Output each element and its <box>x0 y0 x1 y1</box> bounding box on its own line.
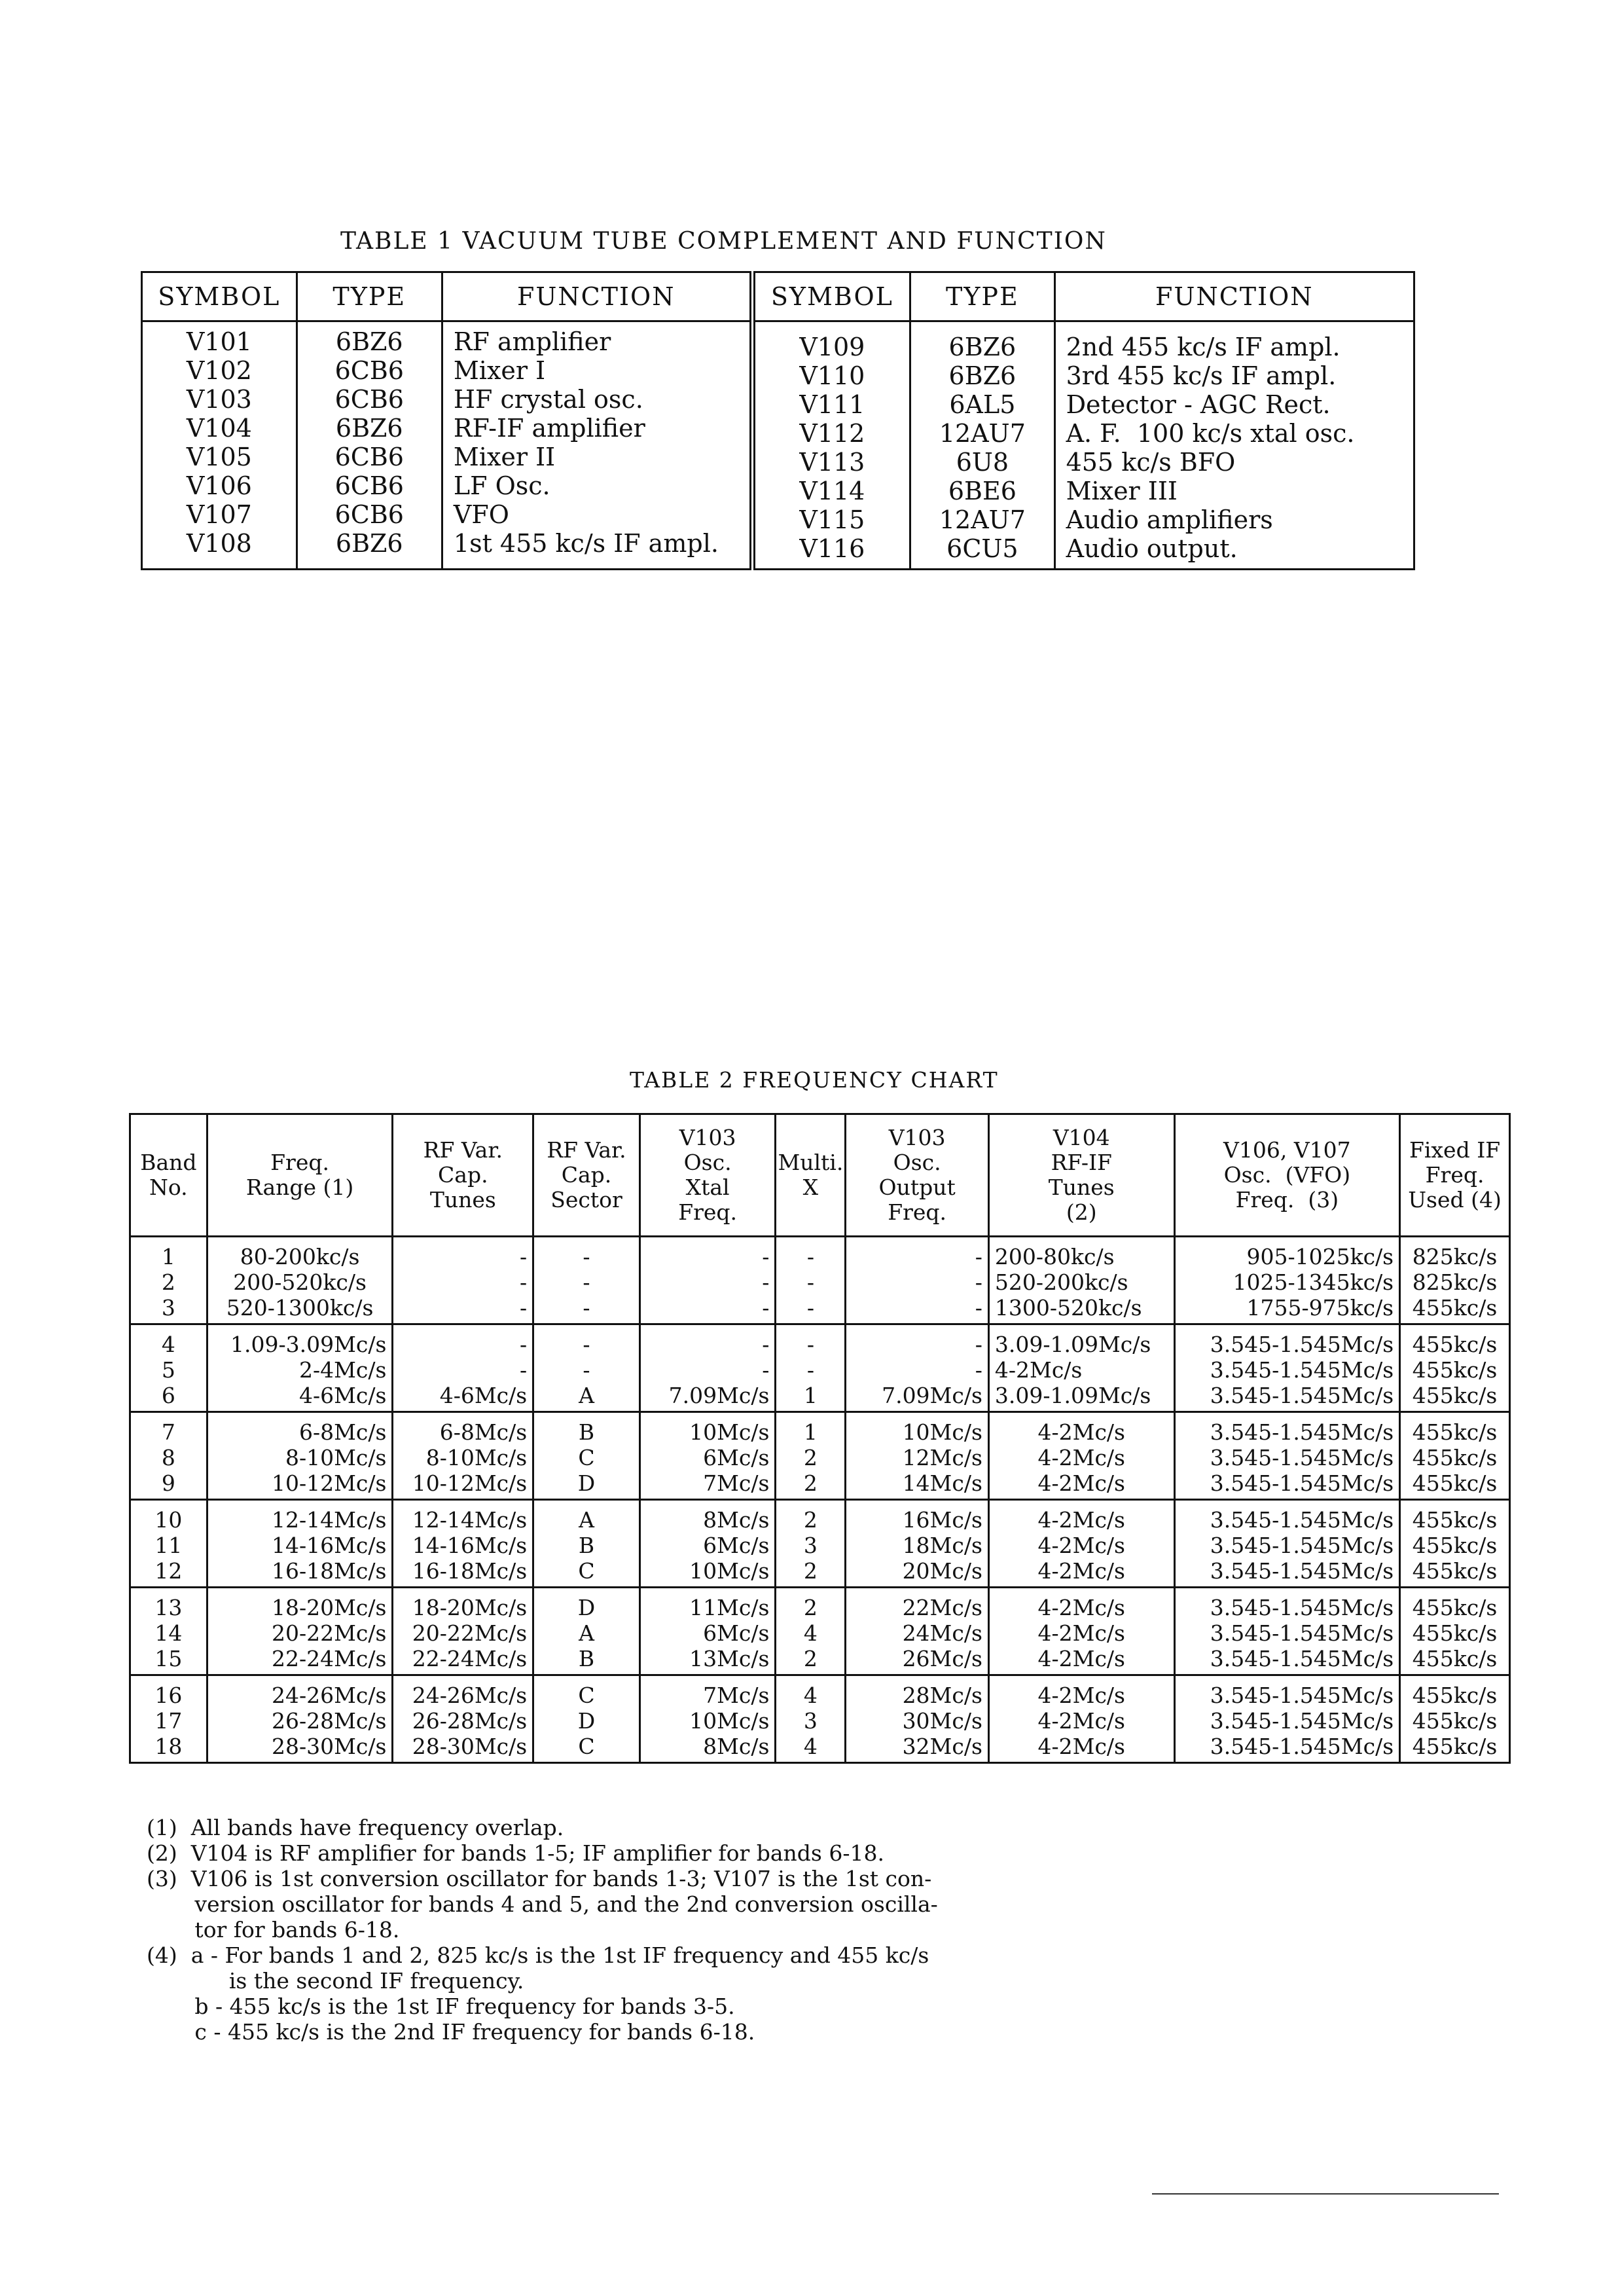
table-cell: - - A <box>533 1324 640 1412</box>
header-cell: Freq. Range (1) <box>207 1114 393 1237</box>
header-cell: V106, V107 Osc. (VFO) Freq. (3) <box>1174 1114 1400 1237</box>
table-cell: 3.09-1.09Mc/s 4-2Mc/s 3.09-1.09Mc/s <box>988 1324 1174 1412</box>
table1-header-row <box>142 272 1414 321</box>
table-cell: 4-2Mc/s 4-2Mc/s 4-2Mc/s <box>988 1588 1174 1675</box>
table-cell: - - 1 <box>776 1324 846 1412</box>
table-cell: 3.545-1.545Mc/s 3.545-1.545Mc/s 3.545-1.545Mc/s <box>1174 1500 1400 1588</box>
table-cell: 455kc/s 455kc/s 455kc/s <box>1400 1588 1510 1675</box>
page-rule <box>1152 2193 1499 2195</box>
header-type: TYPE <box>910 272 1054 321</box>
table-cell: - - 7.09Mc/s <box>846 1324 989 1412</box>
table-cell: A B C <box>533 1500 640 1588</box>
table-cell: 455kc/s 455kc/s 455kc/s <box>1400 1324 1510 1412</box>
band-group-row <box>130 1588 1510 1675</box>
table-cell: 1 2 3 <box>130 1237 207 1324</box>
table-cell: 2 3 2 <box>776 1500 846 1588</box>
table-cell: - - - <box>639 1237 776 1324</box>
symbol-column: V101 V102 V103 V104 V105 V106 V107 V108 <box>142 321 297 570</box>
table-cell: 12-14Mc/s 14-16Mc/s 16-18Mc/s <box>393 1500 533 1588</box>
table-cell: 12-14Mc/s 14-16Mc/s 16-18Mc/s <box>207 1500 393 1588</box>
table-cell: 2 4 2 <box>776 1588 846 1675</box>
header-function: FUNCTION <box>442 272 752 321</box>
type-column: 6BZ6 6CB6 6CB6 6BZ6 6CB6 6CB6 6CB6 6BZ6 <box>297 321 442 570</box>
table-cell: 24-26Mc/s 26-28Mc/s 28-30Mc/s <box>207 1675 393 1763</box>
table-cell: 11Mc/s 6Mc/s 13Mc/s <box>639 1588 776 1675</box>
table-cell: 80-200kc/s 200-520kc/s 520-1300kc/s <box>207 1237 393 1324</box>
table-cell: 4 5 6 <box>130 1324 207 1412</box>
table-cell: 16Mc/s 18Mc/s 20Mc/s <box>846 1500 989 1588</box>
frequency-chart-table <box>129 1113 1511 1764</box>
table-cell: - - - <box>846 1237 989 1324</box>
table-cell: - - 7.09Mc/s <box>639 1324 776 1412</box>
table-cell: 455kc/s 455kc/s 455kc/s <box>1400 1500 1510 1588</box>
table2-header-row <box>130 1114 1510 1237</box>
vacuum-tube-table <box>141 271 1415 570</box>
table-cell: - - - <box>776 1237 846 1324</box>
table-cell: 1 2 2 <box>776 1412 846 1500</box>
table-cell: 3.545-1.545Mc/s 3.545-1.545Mc/s 3.545-1.545Mc/s <box>1174 1675 1400 1763</box>
table-cell: 3.545-1.545Mc/s 3.545-1.545Mc/s 3.545-1.545Mc/s <box>1174 1324 1400 1412</box>
header-symbol: SYMBOL <box>142 272 297 321</box>
header-cell: V104 RF-IF Tunes (2) <box>988 1114 1174 1237</box>
table-cell: 6-8Mc/s 8-10Mc/s 10-12Mc/s <box>393 1412 533 1500</box>
header-type: TYPE <box>297 272 442 321</box>
table1-title: TABLE 1 VACUUM TUBE COMPLEMENT AND FUNCTION <box>340 228 1107 255</box>
table-cell: 4-2Mc/s 4-2Mc/s 4-2Mc/s <box>988 1412 1174 1500</box>
table1-body-row <box>142 321 1414 570</box>
table-cell: 4-2Mc/s 4-2Mc/s 4-2Mc/s <box>988 1500 1174 1588</box>
table-cell: 6-8Mc/s 8-10Mc/s 10-12Mc/s <box>207 1412 393 1500</box>
footnotes: (1) All bands have frequency overlap. (2) V104 is RF amplifier for bands 1-5; IF amplifier for bands 6-18. (3) V106 is 1st conversion oscillator for bands 1-3; V107 is the 1st con- version oscillator for bands 4 and 5, and the 2nd conversion oscilla- tor for bands 6-18. (4) a - For bands 1 and 2, 825 kc/s is the 1st IF frequency and 455 kc/s is the second IF frequency. b - 455 kc/s is the 1st IF frequency for bands 3-5. c - 455 kc/s is the 2nd IF frequency for bands 6-18. <box>147 1815 938 2045</box>
table-cell: 16 17 18 <box>130 1675 207 1763</box>
band-group-row <box>130 1237 1510 1324</box>
table-cell: 18-20Mc/s 20-22Mc/s 22-24Mc/s <box>393 1588 533 1675</box>
header-symbol: SYMBOL <box>752 272 910 321</box>
table-cell: 10Mc/s 12Mc/s 14Mc/s <box>846 1412 989 1500</box>
table-cell: 4-2Mc/s 4-2Mc/s 4-2Mc/s <box>988 1675 1174 1763</box>
header-cell: V103 Osc. Xtal Freq. <box>639 1114 776 1237</box>
table-cell: 455kc/s 455kc/s 455kc/s <box>1400 1675 1510 1763</box>
type-column: 6BZ6 6BZ6 6AL5 12AU7 6U8 6BE6 12AU7 6CU5 <box>910 321 1054 570</box>
table-cell: - - - <box>533 1237 640 1324</box>
header-cell: Multi. X <box>776 1114 846 1237</box>
table-cell: 3.545-1.545Mc/s 3.545-1.545Mc/s 3.545-1.545Mc/s <box>1174 1412 1400 1500</box>
header-cell: Fixed IF Freq. Used (4) <box>1400 1114 1510 1237</box>
table-cell: C D C <box>533 1675 640 1763</box>
band-group-row <box>130 1675 1510 1763</box>
header-cell: RF Var. Cap. Tunes <box>393 1114 533 1237</box>
table-cell: 825kc/s 825kc/s 455kc/s <box>1400 1237 1510 1324</box>
table-cell: 4 3 4 <box>776 1675 846 1763</box>
symbol-column: V109 V110 V111 V112 V113 V114 V115 V116 <box>752 321 910 570</box>
table-cell: 7 8 9 <box>130 1412 207 1500</box>
header-cell: RF Var. Cap. Sector <box>533 1114 640 1237</box>
table-cell: 455kc/s 455kc/s 455kc/s <box>1400 1412 1510 1500</box>
table-cell: D A B <box>533 1588 640 1675</box>
header-cell: Band No. <box>130 1114 207 1237</box>
table-cell: 1.09-3.09Mc/s 2-4Mc/s 4-6Mc/s <box>207 1324 393 1412</box>
table-cell: 18-20Mc/s 20-22Mc/s 22-24Mc/s <box>207 1588 393 1675</box>
table-cell: B C D <box>533 1412 640 1500</box>
table-cell: 13 14 15 <box>130 1588 207 1675</box>
table-cell: 10Mc/s 6Mc/s 7Mc/s <box>639 1412 776 1500</box>
table-cell: 905-1025kc/s 1025-1345kc/s 1755-975kc/s <box>1174 1237 1400 1324</box>
table-cell: 24-26Mc/s 26-28Mc/s 28-30Mc/s <box>393 1675 533 1763</box>
table-cell: 10 11 12 <box>130 1500 207 1588</box>
header-function: FUNCTION <box>1054 272 1414 321</box>
table2-title: TABLE 2 FREQUENCY CHART <box>630 1067 999 1093</box>
function-column: 2nd 455 kc/s IF ampl. 3rd 455 kc/s IF ampl. Detector - AGC Rect. A. F. 100 kc/s xtal osc. 455 kc/s BFO Mixer III Audio amplifiers Audio output. <box>1054 321 1414 570</box>
table-cell: 3.545-1.545Mc/s 3.545-1.545Mc/s 3.545-1.545Mc/s <box>1174 1588 1400 1675</box>
header-cell: V103 Osc. Output Freq. <box>846 1114 989 1237</box>
table-cell: 200-80kc/s 520-200kc/s 1300-520kc/s <box>988 1237 1174 1324</box>
table-cell: - - 4-6Mc/s <box>393 1324 533 1412</box>
table-cell: 7Mc/s 10Mc/s 8Mc/s <box>639 1675 776 1763</box>
band-group-row <box>130 1500 1510 1588</box>
table-cell: 28Mc/s 30Mc/s 32Mc/s <box>846 1675 989 1763</box>
table-cell: 8Mc/s 6Mc/s 10Mc/s <box>639 1500 776 1588</box>
band-group-row <box>130 1324 1510 1412</box>
table-cell: - - - <box>393 1237 533 1324</box>
function-column: RF amplifier Mixer I HF crystal osc. RF-IF amplifier Mixer II LF Osc. VFO 1st 455 kc/s IF ampl. <box>442 321 752 570</box>
table-cell: 22Mc/s 24Mc/s 26Mc/s <box>846 1588 989 1675</box>
band-group-row <box>130 1412 1510 1500</box>
